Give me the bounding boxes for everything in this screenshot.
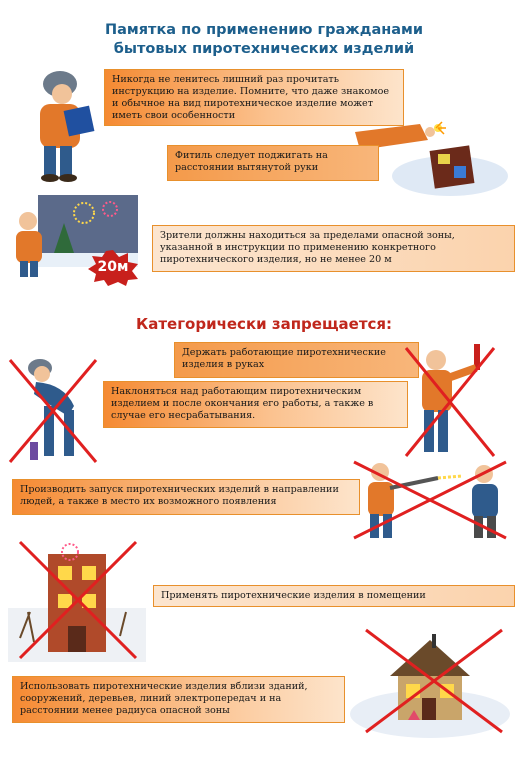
rule-safe-distance: Зрители должны находиться за пределами опасной зоны, указанной в инструкции по применению конкретного пиротехнического изделия, но не менее 20 м — [152, 225, 515, 272]
page-title-line1: Памятка по применению гражданами — [104, 22, 424, 38]
distance-badge-label: 20м — [97, 259, 129, 275]
man-holding-firework-icon — [400, 338, 500, 460]
page-title-line2: бытовых пиротехнических изделий — [113, 41, 415, 57]
prohibited-indoors: Применять пиротехнические изделия в помещении — [153, 585, 515, 607]
rule-read-instructions: Никогда не ленитесь лишний раз прочитать инструкцию на изделие. Помните, что даже знакомое и обычное на вид пиротехническое изделие может иметь свои особенности — [104, 69, 404, 126]
fireworks-near-house-icon — [346, 620, 512, 738]
prohibited-launch-at-people: Производить запуск пиротехнических изделий в направлении людей, а также в место их возможного появления — [12, 479, 360, 515]
launching-at-people-icon — [350, 456, 510, 542]
man-reading-instructions-icon — [14, 66, 106, 184]
prohibited-bend-over: Наклоняться над работающим пиротехническим изделием и после окончания его работы, а также в случае его несрабатывания. — [103, 381, 408, 428]
rule-arm-length: Фитиль следует поджигать на расстоянии вытянутой руки — [167, 145, 379, 181]
prohibited-hold-in-hands: Держать работающие пиротехнические изделия в руках — [174, 342, 419, 378]
distance-badge-icon — [86, 250, 140, 286]
prohibited-near-buildings: Использовать пиротехнические изделия вблизи зданий, сооружений, деревьев, линий электропередач и на расстоянии менее радиуса опасной зоны — [12, 676, 345, 723]
fireworks-indoors-icon — [8, 538, 146, 662]
prohibited-heading: Категорически запрещается: — [135, 315, 393, 333]
man-bending-over-icon — [8, 354, 100, 466]
